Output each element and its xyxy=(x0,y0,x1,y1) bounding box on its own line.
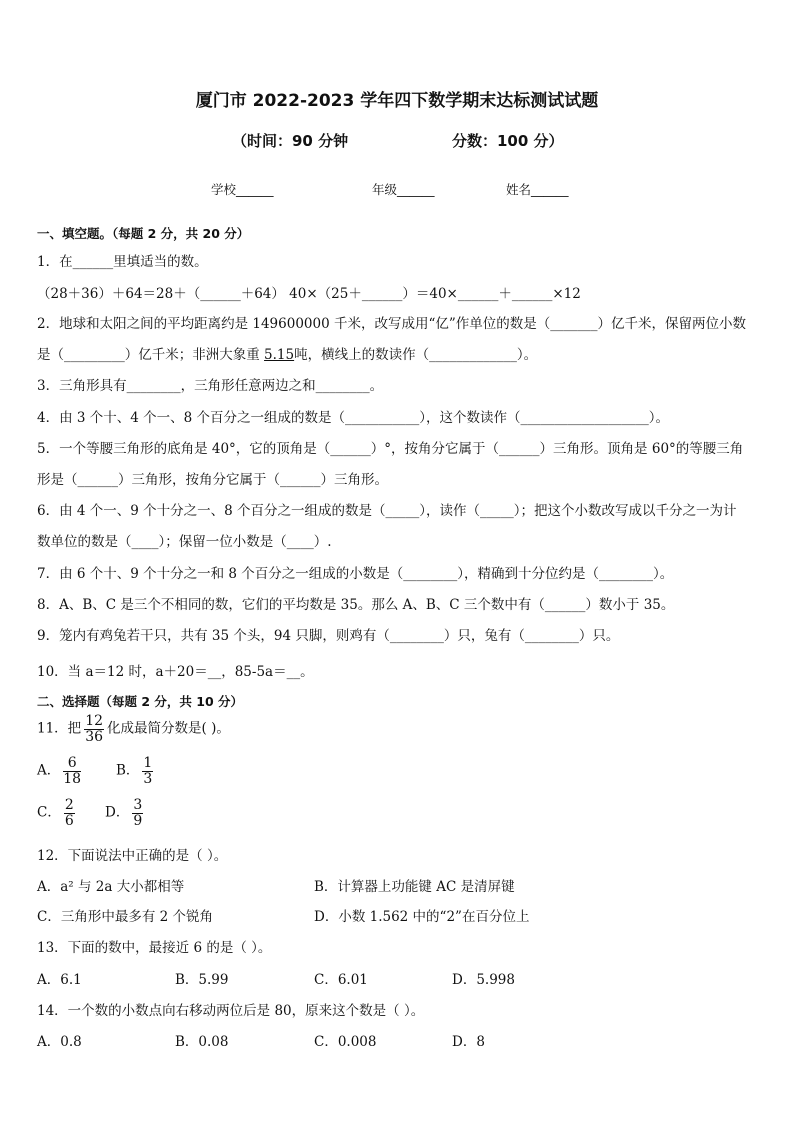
question-6-line-2: 数单位的数是（____）；保留一位小数是（____）. xyxy=(37,534,332,550)
denominator: 18 xyxy=(63,770,82,787)
score-label: 分数：100 分） xyxy=(452,132,564,150)
denominator: 3 xyxy=(143,770,153,787)
option-fraction xyxy=(142,756,153,786)
question-10: 10．当 a＝12 时，a＋20＝__，85-5a＝__。 xyxy=(37,664,314,680)
q14-option-d[interactable]: D．8 xyxy=(452,1034,485,1050)
option-fraction xyxy=(64,798,75,828)
question-3: 3．三角形具有________，三角形任意两边之和________。 xyxy=(37,378,384,394)
q2-text-b: 吨，横线上的数读作（_____________）。 xyxy=(294,347,538,363)
q11-option-a[interactable] xyxy=(37,756,84,786)
section-heading-choice: 二、选择题（每题 2 分，共 10 分） xyxy=(37,694,244,709)
numerator: 1 xyxy=(143,755,153,771)
q12-option-a[interactable]: A．a² 与 2a 大小都相等 xyxy=(37,879,185,895)
option-label: C． xyxy=(37,804,61,821)
q12-option-b[interactable]: B．计算器上功能键 AC 是清屏键 xyxy=(314,879,515,895)
q2-text-a: 是（_________）亿千米；非洲大象重 xyxy=(37,347,265,363)
numerator: 2 xyxy=(64,797,74,813)
time-label: （时间：90 分钟 xyxy=(232,132,349,150)
question-11 xyxy=(37,714,230,744)
name-field: 姓名______ xyxy=(506,182,569,197)
question-1: 1．在______里填适当的数。 xyxy=(37,254,208,270)
page-title: 厦门市 2022-2023 学年四下数学期末达标测试试题 xyxy=(195,91,599,111)
grade-field: 年级______ xyxy=(372,182,435,197)
question-5-line-1: 5．一个等腰三角形的底角是 40°，它的顶角是（______）°，按角分它属于（______）三角形。顶角是 60°的等腰三角 xyxy=(37,441,744,457)
school-field: 学校______ xyxy=(211,182,274,197)
option-label: D． xyxy=(105,804,130,821)
q11-option-d[interactable] xyxy=(105,798,146,828)
q13-option-a[interactable]: A．6.1 xyxy=(37,972,82,988)
q11-denominator: 36 xyxy=(85,728,104,745)
q13-option-b[interactable]: B．5.99 xyxy=(175,972,229,988)
question-12: 12．下面说法中正确的是（ ）。 xyxy=(37,848,228,864)
option-label: B． xyxy=(116,762,140,779)
q11-fraction xyxy=(84,714,104,744)
question-9: 9．笼内有鸡兔若干只，共有 35 个头，94 只脚，则鸡有（________）只，兔有（________）只。 xyxy=(37,628,620,644)
q14-option-b[interactable]: B．0.08 xyxy=(175,1034,229,1050)
numerator: 3 xyxy=(133,797,143,813)
q11-numerator: 12 xyxy=(85,713,104,729)
numerator: 6 xyxy=(63,756,81,772)
question-13: 13．下面的数中，最接近 6 的是（ ）。 xyxy=(37,940,272,956)
option-label: A． xyxy=(37,762,61,779)
q11-prefix: 11．把 xyxy=(37,720,82,737)
denominator: 9 xyxy=(133,812,143,829)
question-2-line-1: 2．地球和太阳之间的平均距离约是 149600000 千米，改写成用“亿”作单位的数是（_______）亿千米，保留两位小数 xyxy=(37,316,747,332)
question-6-line-1: 6．由 4 个一、9 个十分之一、8 个百分之一组成的数是（_____），读作（_____）；把这个小数改写成以千分之一为计 xyxy=(37,503,737,519)
q11-option-b[interactable] xyxy=(116,756,156,786)
option-fraction xyxy=(132,798,143,828)
q12-option-c[interactable]: C．三角形中最多有 2 个锐角 xyxy=(37,909,214,925)
question-7: 7．由 6 个十、9 个十分之一和 8 个百分之一组成的小数是（________），精确到十分位约是（________）。 xyxy=(37,566,674,582)
question-14: 14．一个数的小数点向右移动两位后是 80，原来这个数是（ ）。 xyxy=(37,1003,425,1019)
q11-option-c[interactable] xyxy=(37,798,78,828)
question-8: 8．A、B、C 是三个不相同的数，它们的平均数是 35。那么 A、B、C 三个数中有（______）数小于 35。 xyxy=(37,597,675,613)
q13-option-c[interactable]: C．6.01 xyxy=(314,972,368,988)
q2-underlined-value: 5.15 xyxy=(264,347,295,363)
q14-option-c[interactable]: C．0.008 xyxy=(314,1034,377,1050)
question-5-line-2: 形是（______）三角形，按角分它属于（______）三角形。 xyxy=(37,472,388,488)
question-2-line-2 xyxy=(37,343,537,363)
denominator: 6 xyxy=(64,812,74,829)
question-1-equations: （28＋36）＋64＝28＋（______＋64） 40×（25＋______）＝40×______＋______×12 xyxy=(37,286,581,302)
option-fraction xyxy=(63,756,81,786)
q11-suffix: 化成最简分数是( )。 xyxy=(107,720,230,737)
question-4: 4．由 3 个十、4 个一、8 个百分之一组成的数是（___________），这个数读作（___________________）。 xyxy=(37,410,670,426)
q14-option-a[interactable]: A．0.8 xyxy=(37,1034,82,1050)
q12-option-d[interactable]: D．小数 1.562 中的“2”在百分位上 xyxy=(314,909,530,925)
section-heading-fill-blank: 一、填空题。（每题 2 分，共 20 分） xyxy=(37,226,250,241)
q13-option-d[interactable]: D．5.998 xyxy=(452,972,515,988)
